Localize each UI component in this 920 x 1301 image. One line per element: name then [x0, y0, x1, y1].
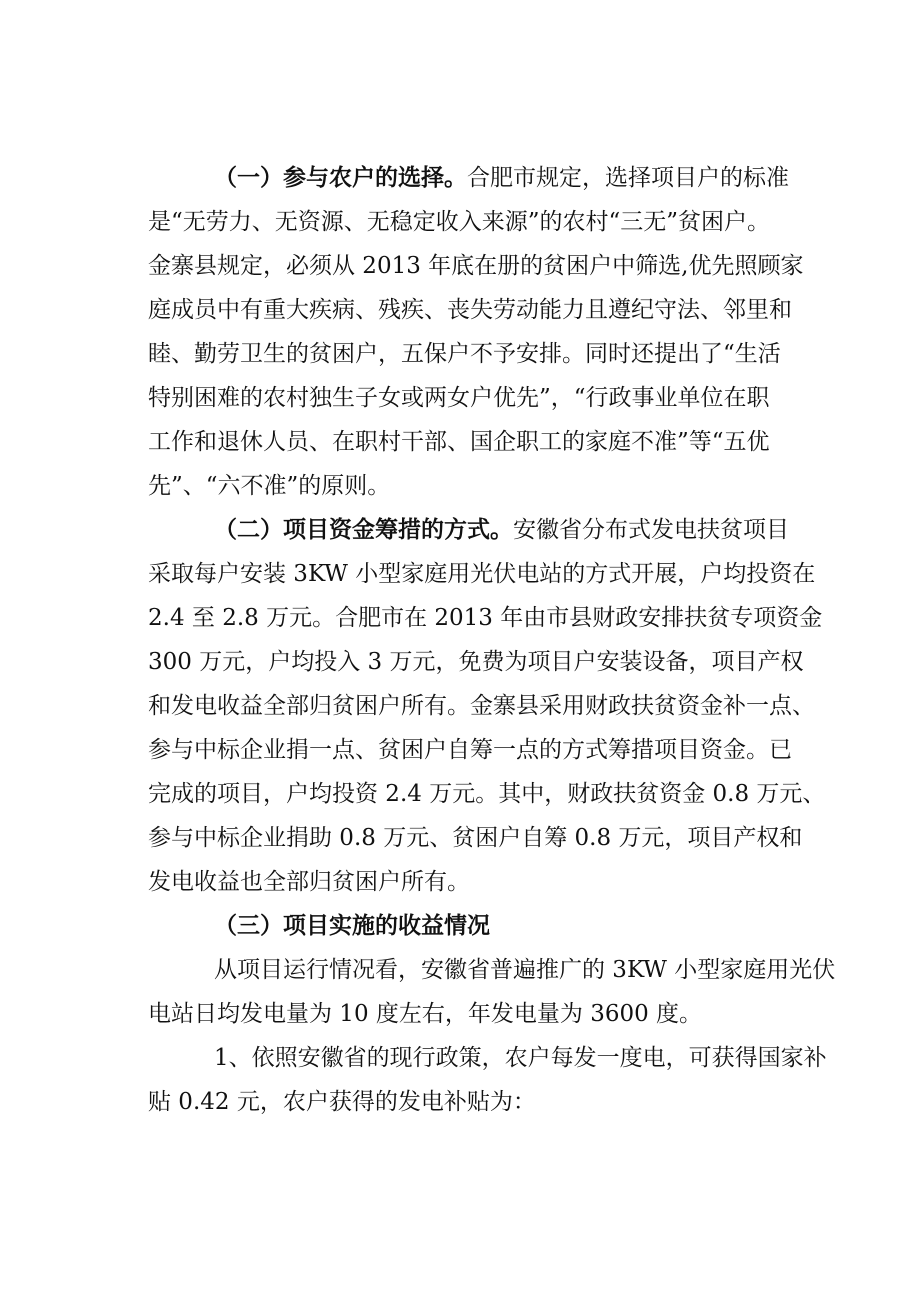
paragraph-1-line-3: 金寨县规定，必须从 2013 年底在册的贫困户中筛选,优先照顾家 — [148, 253, 804, 279]
paragraph-3-line-2: 电站日均发电量为 10 度左右，年发电量为 3600 度。 — [148, 1001, 703, 1027]
section-1-text: 合肥市规定，选择项目户的标准 — [467, 165, 789, 191]
paragraph-2-line-9: 发电收益也全部归贫困户所有。 — [148, 869, 470, 895]
paragraph-1-line-6: 特别困难的农村独生子女或两女户优先”，“行政事业单位在职 — [148, 385, 770, 411]
paragraph-2-line-4: 300 万元，户均投入 3 万元，免费为项目户安装设备，项目产权 — [148, 649, 804, 675]
paragraph-1-line-4: 庭成员中有重大疾病、残疾、丧失劳动能力且遵纪守法、邻里和 — [148, 297, 792, 323]
section-1-heading: （一）参与农户的选择。 — [214, 165, 467, 191]
paragraph-2-line-8: 参与中标企业捐助 0.8 万元、贫困户自筹 0.8 万元，项目产权和 — [148, 825, 803, 851]
paragraph-1-line-1 — [214, 163, 789, 193]
section-2-text: 安徽省分布式发电扶贫项目 — [513, 517, 789, 543]
paragraph-3-line-1: 从项目运行情况看，安徽省普遍推广的 3KW 小型家庭用光伏 — [214, 957, 836, 983]
section-2-heading: （二）项目资金筹措的方式。 — [214, 517, 513, 543]
paragraph-2-line-2: 采取每户安装 3KW 小型家庭用光伏电站的方式开展，户均投资在 — [148, 561, 816, 587]
paragraph-1-line-5: 睦、勤劳卫生的贫困户，五保户不予安排。同时还提出了“生活 — [148, 341, 781, 367]
paragraph-1-line-7: 工作和退休人员、在职村干部、国企职工的家庭不准”等“五优 — [148, 429, 770, 455]
paragraph-2-line-6: 参与中标企业捐一点、贫困户自筹一点的方式筹措项目资金。已 — [148, 737, 792, 763]
paragraph-4-line-1: 1、依照安徽省的现行政策，农户每发一度电，可获得国家补 — [214, 1045, 827, 1071]
paragraph-2-line-7: 完成的项目，户均投资 2.4 万元。其中，财政扶贫资金 0.8 万元、 — [148, 781, 826, 807]
section-3-heading: （三）项目实施的收益情况 — [214, 913, 490, 939]
paragraph-1-line-2: 是“无劳力、无资源、无稳定收入来源”的农村“三无”贫困户。 — [148, 209, 771, 235]
paragraph-4-line-2: 贴 0.42 元，农户获得的发电补贴为： — [148, 1089, 536, 1115]
paragraph-2-line-5: 和发电收益全部归贫困户所有。金寨县采用财政扶贫资金补一点、 — [148, 693, 815, 719]
paragraph-2-line-1 — [214, 515, 789, 545]
paragraph-1-line-8: 先”、“六不准”的原则。 — [148, 473, 391, 499]
paragraph-2-line-3: 2.4 至 2.8 万元。合肥市在 2013 年由市县财政安排扶贫专项资金 — [148, 605, 823, 631]
